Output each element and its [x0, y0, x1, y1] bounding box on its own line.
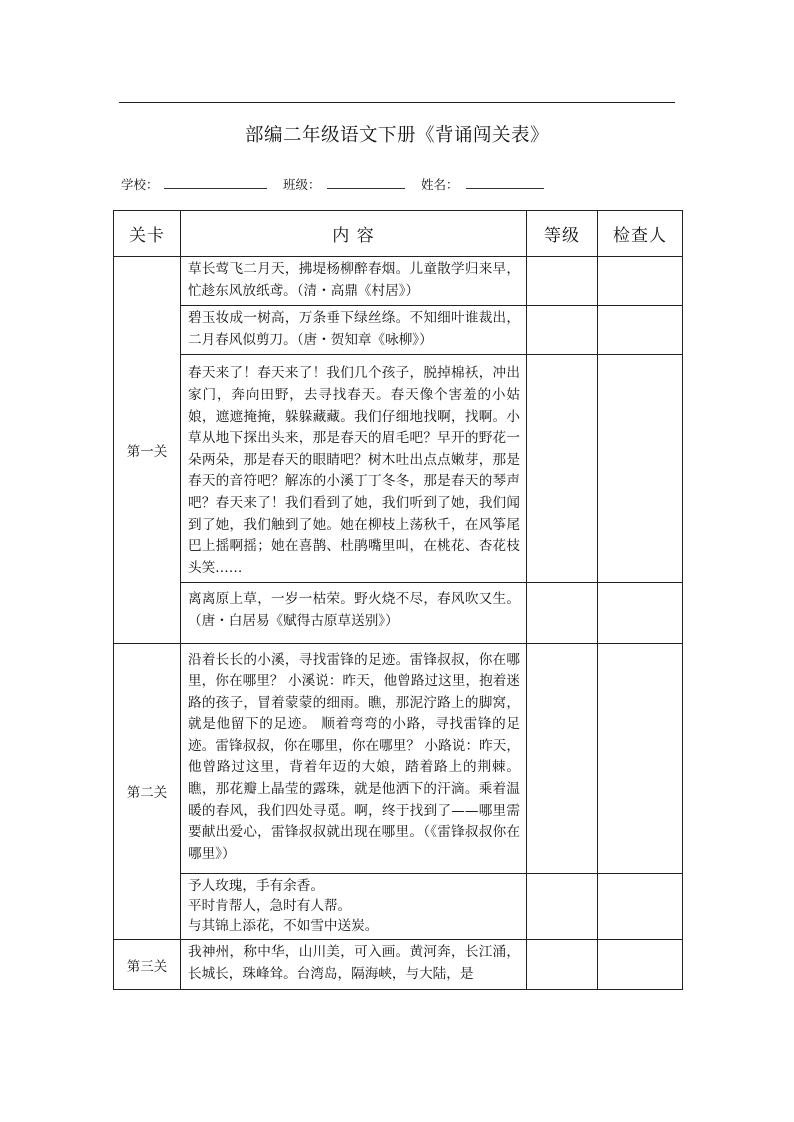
class-label: 班级： — [283, 177, 321, 192]
grade-cell[interactable] — [527, 583, 598, 643]
recitation-table — [113, 210, 683, 990]
grade-cell[interactable] — [527, 257, 598, 306]
table-row — [114, 643, 683, 874]
level-name: 第一关 — [114, 257, 181, 644]
level-name: 第二关 — [114, 643, 181, 940]
page-title: 部编二年级语文下册《背诵闯关表》 — [244, 125, 549, 146]
recitation-text: 离离原上草，一岁一枯荣。野火烧不尽，春风吹又生。（唐・白居易《赋得古原草送别》） — [181, 583, 527, 643]
name-blank[interactable] — [466, 188, 544, 189]
header-level: 关卡 — [114, 211, 181, 257]
table-row — [114, 874, 683, 940]
school-label: 学校： — [121, 177, 159, 192]
header-content: 内 容 — [181, 211, 527, 257]
recitation-text: 碧玉妆成一树高，万条垂下绿丝绦。不知细叶谁裁出，二月春风似剪刀。（唐・贺知章《咏柳》） — [181, 306, 527, 355]
grade-cell[interactable] — [527, 940, 598, 989]
checker-cell[interactable] — [598, 940, 683, 989]
table-row — [114, 306, 683, 355]
checker-cell[interactable] — [598, 643, 683, 874]
grade-cell[interactable] — [527, 306, 598, 355]
table-row — [114, 355, 683, 583]
checker-cell[interactable] — [598, 355, 683, 583]
recitation-text: 草长莺飞二月天，拂堤杨柳醉春烟。儿童散学归来早，忙趁东风放纸鸢。（清・高鼎《村居》） — [181, 257, 527, 306]
recitation-text: 沿着长长的小溪，寻找雷锋的足迹。雷锋叔叔，你在哪里，你在哪里？ 小溪说：昨天，他曾路过这里，抱着迷路的孩子，冒着蒙蒙的细雨。瞧，那泥泞路上的脚窝，就是他留下的足迹。 顺着弯弯的小路，寻找雷锋的足迹。雷锋叔叔，你在哪里，你在哪里？ 小路说：昨天，他曾路过这里，背着年迈的大娘，踏着路上的荆棘。瞧，那花瓣上晶莹的露珠，就是他洒下的汗滴。乘着温暖的春风，我们四处寻觅。啊，终于找到了——哪里需要献出爱心，雷锋叔叔就出现在哪里。（《雷锋叔叔你在哪里》） — [181, 643, 527, 874]
table-row — [114, 257, 683, 306]
name-label: 姓名： — [421, 177, 459, 192]
checker-cell[interactable] — [598, 583, 683, 643]
grade-cell[interactable] — [527, 643, 598, 874]
table-row — [114, 940, 683, 989]
checker-cell[interactable] — [598, 306, 683, 355]
class-blank[interactable] — [327, 188, 405, 189]
header-grade: 等级 — [527, 211, 598, 257]
header-rule — [119, 102, 675, 103]
checker-cell[interactable] — [598, 874, 683, 940]
grade-cell[interactable] — [527, 874, 598, 940]
table-row — [114, 583, 683, 643]
recitation-text: 我神州，称中华，山川美，可入画。黄河奔，长江涌，长城长，珠峰耸。台湾岛，隔海峡，与大陆，是 — [181, 940, 527, 989]
checker-cell[interactable] — [598, 257, 683, 306]
header-checker: 检查人 — [598, 211, 683, 257]
recitation-text: 春天来了！春天来了！我们几个孩子，脱掉棉袄，冲出家门，奔向田野，去寻找春天。春天像个害羞的小姑娘，遮遮掩掩，躲躲藏藏。我们仔细地找啊，找啊。小草从地下探出头来，那是春天的眉毛吧？早开的野花一朵两朵，那是春天的眼睛吧？树木吐出点点嫩芽，那是春天的音符吧？解冻的小溪丁丁冬冬，那是春天的琴声吧？春天来了！我们看到了她，我们听到了她，我们闻到了她，我们触到了她。她在柳枝上荡秋千，在风筝尾巴上摇啊摇；她在喜鹊、杜鹃嘴里叫，在桃花、杏花枝头笑…… — [181, 355, 527, 583]
header-row — [114, 211, 683, 257]
level-name: 第三关 — [114, 940, 181, 989]
school-blank[interactable] — [164, 188, 267, 189]
recitation-text: 予人玫瑰，手有余香。 平时肯帮人，急时有人帮。 与其锦上添花，不如雪中送炭。 — [181, 874, 527, 940]
grade-cell[interactable] — [527, 355, 598, 583]
